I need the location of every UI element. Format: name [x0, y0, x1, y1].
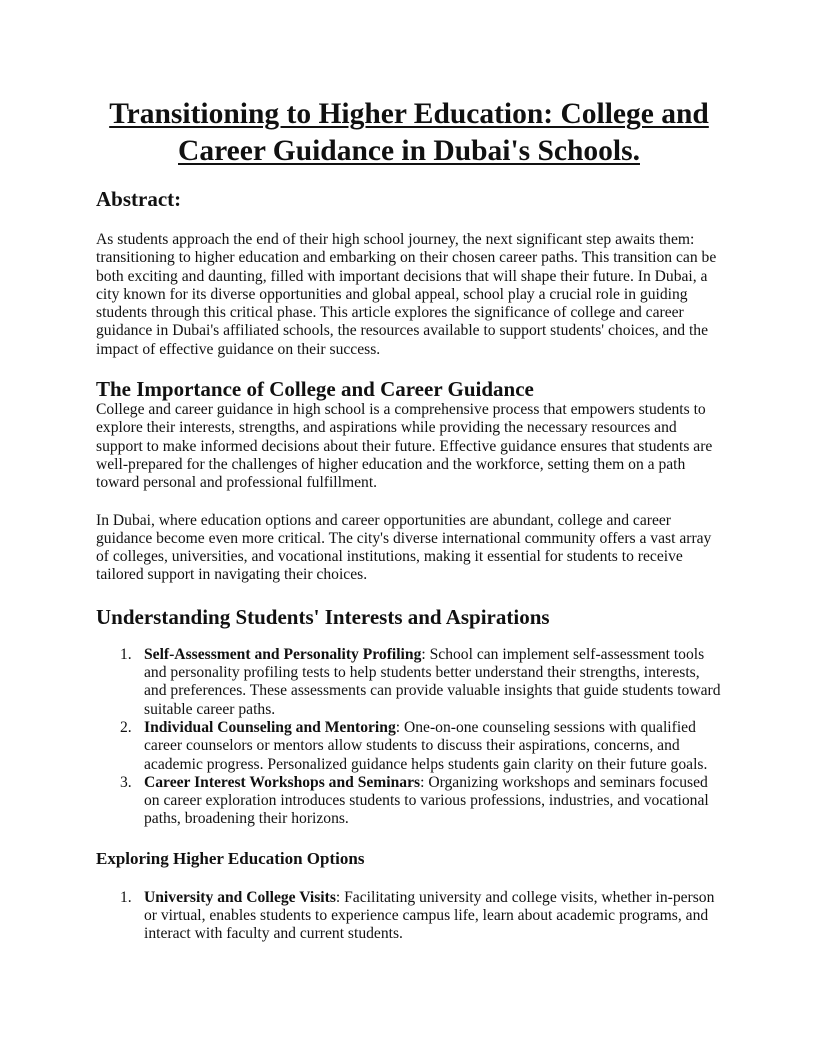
list-item-number: 1. — [120, 645, 132, 663]
list-item — [96, 719, 722, 774]
list-item-title: Individual Counseling and Mentoring — [144, 718, 396, 736]
abstract-heading: Abstract: — [96, 187, 182, 211]
list-item-title: University and College Visits — [144, 888, 336, 906]
importance-heading: The Importance of College and Career Guidance — [96, 377, 534, 402]
importance-paragraph-1: College and career guidance in high school is a comprehensive process that empowers students to explore their interests, strengths, and aspirations while providing the necessary resources and support to make informed decisions about their future. Effective guidance ensures that students are well-prepared for the challenges of higher education and the workforce, setting them on a path toward personal and professional fulfillment. — [96, 401, 713, 492]
document-title: Transitioning to Higher Education: College and Career Guidance in Dubai's Schools. — [109, 98, 709, 167]
list-item-text: : Organizing workshops and seminars focused on career exploration introduces students to various professions, industries, and vocational paths, broadening their horizons. — [144, 773, 709, 828]
exploring-heading: Exploring Higher Education Options — [96, 848, 365, 868]
list-item-number: 3. — [120, 773, 132, 791]
list-item-text: : School can implement self-assessment tools and personality profiling tests to help students better understand their strengths, interests, and preferences. These assessments can provide valuable insights that guide students toward suitable career paths. — [144, 645, 721, 718]
list-item — [96, 889, 722, 944]
list-item-number: 2. — [120, 718, 132, 736]
list-item-title: Career Interest Workshops and Seminars — [144, 773, 421, 791]
list-item-title: Self-Assessment and Personality Profiling — [144, 645, 422, 663]
document-page — [96, 96, 722, 944]
list-item — [96, 774, 722, 829]
abstract-paragraph: As students approach the end of their high school journey, the next significant step awaits them: transitioning to higher education and embarking on their chosen career paths. This transition can be both exciting and daunting, filled with important decisions that will shape their future. In Dubai, a city known for its diverse opportunities and global appeal, school play a crucial role in guiding students through this critical phase. This article explores the significance of college and career guidance in Dubai's affiliated schools, the resources available to support students' choices, and the impact of effective guidance on their success. — [96, 231, 717, 358]
understanding-list — [96, 646, 722, 829]
understanding-heading: Understanding Students' Interests and Aspirations — [96, 604, 550, 629]
exploring-list — [96, 889, 722, 944]
importance-paragraph-2: In Dubai, where education options and career opportunities are abundant, college and career guidance become even more critical. The city's diverse international community offers a vast array of colleges, universities, and vocational institutions, making it essential for students to receive tailored support in navigating their choices. — [96, 511, 712, 584]
list-item-text: : One-on-one counseling sessions with qualified career counselors or mentors allow students to discuss their aspirations, concerns, and academic progress. Personalized guidance helps students gain clarity on their future goals. — [144, 718, 708, 773]
list-item — [96, 646, 722, 719]
list-item-text: : Facilitating university and college visits, whether in-person or virtual, enables students to experience campus life, learn about academic programs, and interact with faculty and current students. — [144, 888, 715, 943]
list-item-number: 1. — [120, 888, 132, 906]
